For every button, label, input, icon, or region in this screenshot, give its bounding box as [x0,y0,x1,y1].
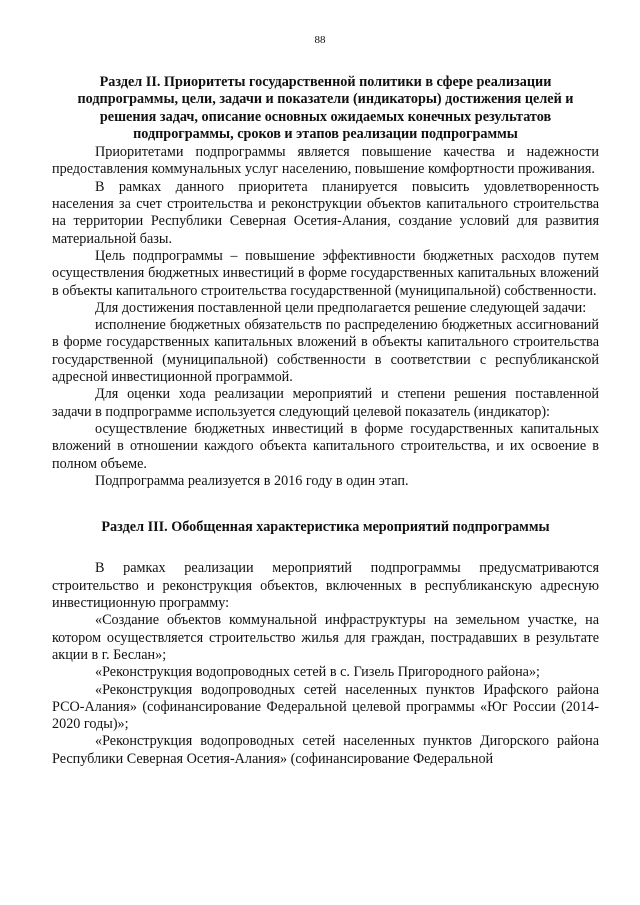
paragraph: «Реконструкция водопроводных сетей населенных пунктов Ирафского района РСО-Алания» (софинансирование Федеральной целевой программы «Юг России (2014-2020 годы)»; [52,681,599,733]
paragraph: Для оценки хода реализации мероприятий и степени решения поставленной задачи в подпрограмме используется следующий целевой показатель (индикатор): [52,386,599,420]
paragraph: Для достижения поставленной цели предполагается решение следующей задачи: [95,299,587,316]
paragraph: осуществление бюджетных инвестиций в форме государственных капитальных вложений в отношении каждого объекта капитального строительства, и их освоение в полном объеме. [52,420,599,472]
section-2-body [52,144,599,490]
section-2-heading: Раздел II. Приоритеты государственной политики в сфере реализации подпрограммы, цели, задачи и показатели (индикаторы) достижения целей и решения задач, описание основных ожидаемых конечных результатов подпрограммы, сроков и этапов реализации подпрограммы [77,74,574,142]
page-number: 88 [314,34,326,46]
paragraph: Подпрограмма реализуется в 2016 году в один этап. [95,472,409,489]
document-body [52,74,599,768]
section-3-heading: Раздел III. Обобщенная характеристика мероприятий подпрограммы [101,519,550,536]
paragraph: Приоритетами подпрограммы является повышение качества и надежности предоставления коммунальных услуг населению, повышение комфортности проживания. [52,144,599,178]
paragraph: Цель подпрограммы – повышение эффективности бюджетных расходов путем осуществления бюджетных инвестиций в форме государственных капитальных вложений в объекты капитального строительства государственной (муниципальной) собственности. [52,247,599,299]
section-3-body [52,560,599,768]
paragraph: «Реконструкция водопроводных сетей в с. Гизель Пригородного района»; [95,664,540,681]
paragraph: В рамках реализации мероприятий подпрограммы предусматриваются строительство и реконструкция объектов, включенных в республиканскую адресную инвестиционную программу: [52,560,599,612]
paragraph: «Создание объектов коммунальной инфраструктуры на земельном участке, на котором осуществляется строительство жилья для граждан, пострадавших в результате акции в г. Беслан»; [52,612,599,663]
paragraph: «Реконструкция водопроводных сетей населенных пунктов Дигорского района Республики Северная Осетия-Алания» (софинансирование Федеральной [52,733,599,767]
paragraph: В рамках данного приоритета планируется повысить удовлетворенность населения за счет строительства и реконструкции объектов капитального строительства на территории Республики Северная Осетия-Алания, создание условий для развития материальной базы. [52,178,599,247]
paragraph: исполнение бюджетных обязательств по распределению бюджетных ассигнований в форме государственных капитальных вложений в объекты капитального строительства государственной (муниципальной) собственности в соответствии с республиканской адресной инвестиционной программой. [52,317,599,386]
